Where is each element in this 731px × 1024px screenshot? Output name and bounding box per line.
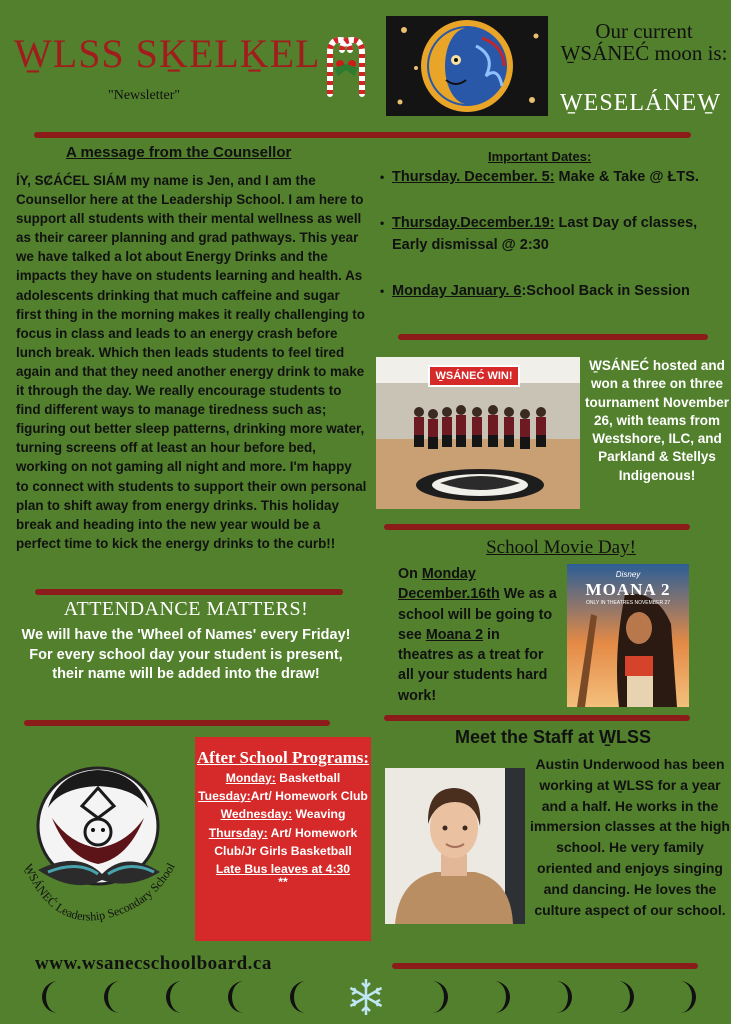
counsellor-message: ÍY, SȻÁĆEL SIÁM my name is Jen, and I am the Counsellor here at the Leadership School. I am here to support all students with their mental wellness as well as their career planning and grad pathways. This year we have talked a lot about Energy Drinks and the impacts they have on students learning and health. As adolescents drinking that much caffeine and sugar first thing in the morning makes it really challenging to focus in class and leads to an energy crash before lunch break. Which then leads students to feel tired again and that they need another energy drink to make it through the day. We really encourage students to find different ways to manage tiredness such as; figuring out better sleep patterns, drinking more water, turning screens off at least an hour before bed, working on not gaming all night and more. I'm happy to connect with students to support their own personal plan to shift away from energy drinks. This holiday break and heading into the new year would be a perfect time to kick the energy drinks to the curb!! (16, 173, 367, 551)
movie-day-text: On Monday December.16th We as a school will be going to see Moana 2 in theatres as a treat for all your students hard work! (398, 566, 557, 704)
crescent-moon-icon (42, 981, 58, 1013)
crescent-moon-icon (290, 981, 306, 1013)
date-item (380, 166, 730, 188)
crescent-moon-icon (166, 981, 182, 1013)
date-label: Thursday.December.19: (392, 215, 555, 231)
date-text: Make & Take @ ŁTS. (554, 169, 699, 185)
poster-brand: Disney (615, 570, 641, 579)
crescent-moon-icon (228, 981, 244, 1013)
candy-cane-icon (318, 34, 374, 98)
program-item: Monday: Basketball (225, 771, 341, 785)
header-divider (34, 132, 691, 138)
date-item (380, 212, 730, 256)
attendance-divider (24, 720, 330, 726)
moon-name: W̱ESELÁNEW̱ (560, 90, 721, 116)
tournament-text: W̱SÁNEĆ hosted and won a three on three tournament November 26, with teams from Westshore, ILC, and Parkland & Stellys Indigenous! (584, 358, 730, 483)
movie-day-heading: School Movie Day! (486, 537, 636, 558)
bullet-icon: • (380, 216, 385, 230)
moon-label: Our current W̱SÁNEĆ moon is: (560, 19, 728, 65)
staff-heading: Meet the Staff at W̱LSS (454, 727, 651, 747)
date-text: Last Day of classes, Early dismissal @ 2:30 (392, 215, 698, 253)
footnote-marker: ** (278, 875, 288, 890)
moon-artwork (386, 16, 548, 116)
snowflake-icon (350, 979, 381, 1015)
bullet-icon: • (380, 284, 385, 298)
crescent-moon-icon (432, 981, 448, 1013)
poster-tagline: ONLY IN THEATRES NOVEMBER 27 (585, 600, 671, 606)
attendance-heading: ATTENDANCE MATTERS! (63, 598, 309, 620)
date-label: Thursday. December. 5: (392, 169, 555, 185)
counsellor-heading: A message from the Counsellor (66, 144, 292, 161)
tournament-banner: W̱SÁNEĆ WIN! (435, 370, 513, 382)
bullet-icon: • (380, 170, 385, 184)
counsellor-divider (35, 589, 343, 595)
website-link[interactable]: www.wsanecschoolboard.ca (35, 953, 272, 974)
newsletter-subtitle: "Newsletter" (108, 88, 181, 103)
dates-divider (398, 334, 708, 340)
late-bus-note: Late Bus leaves at 4:30 (215, 862, 351, 877)
svg-text:W̱SÁNEĆ Leadership Secondary S (21, 860, 178, 924)
poster-title: MOANA 2 (585, 580, 671, 599)
movie-poster (567, 564, 689, 707)
tournament-divider (384, 524, 690, 530)
important-dates-heading: Important Dates: (488, 149, 592, 164)
date-text: :School Back in Session (521, 283, 690, 299)
after-school-panel (195, 737, 371, 941)
crescent-moon-icon (680, 981, 696, 1013)
footer-divider (392, 963, 698, 969)
moon-phases-row (30, 977, 720, 1017)
tournament-photo (376, 357, 580, 509)
crescent-moon-icon (556, 981, 572, 1013)
program-item: Wednesday: Weaving (220, 807, 346, 822)
program-item: Thursday: Art/ Homework Club/Jr Girls Basketball (208, 825, 358, 858)
crescent-moon-icon (618, 981, 634, 1013)
logo-text: W̱SÁNEĆ Leadership Secondary School (21, 860, 178, 924)
movie-divider (384, 715, 690, 721)
program-item: Tuesday:Art/ Homework Club (198, 789, 368, 804)
school-logo (18, 748, 194, 932)
date-item (380, 280, 730, 302)
date-label: Monday January. 6 (392, 283, 522, 299)
movie-title: Moana 2 (425, 626, 484, 643)
staff-bio: Austin Underwood has been working at W̱LSS for a year and a half. He works in the immersion classes at the high school. He very family oriented and enjoys singing and dancing. He loves the culture aspect of our school. (530, 756, 730, 918)
crescent-moon-icon (104, 981, 120, 1013)
after-school-heading: After School Programs: (196, 748, 370, 767)
crescent-moon-icon (494, 981, 510, 1013)
attendance-text: We will have the 'Wheel of Names' every Friday! For every school day your student is present, their name will be added into the draw! (21, 627, 351, 683)
movie-date: Monday December.16th (398, 566, 500, 603)
newsletter-title: W̱LSS SḴELḴEL (14, 31, 321, 76)
staff-photo (385, 768, 525, 924)
